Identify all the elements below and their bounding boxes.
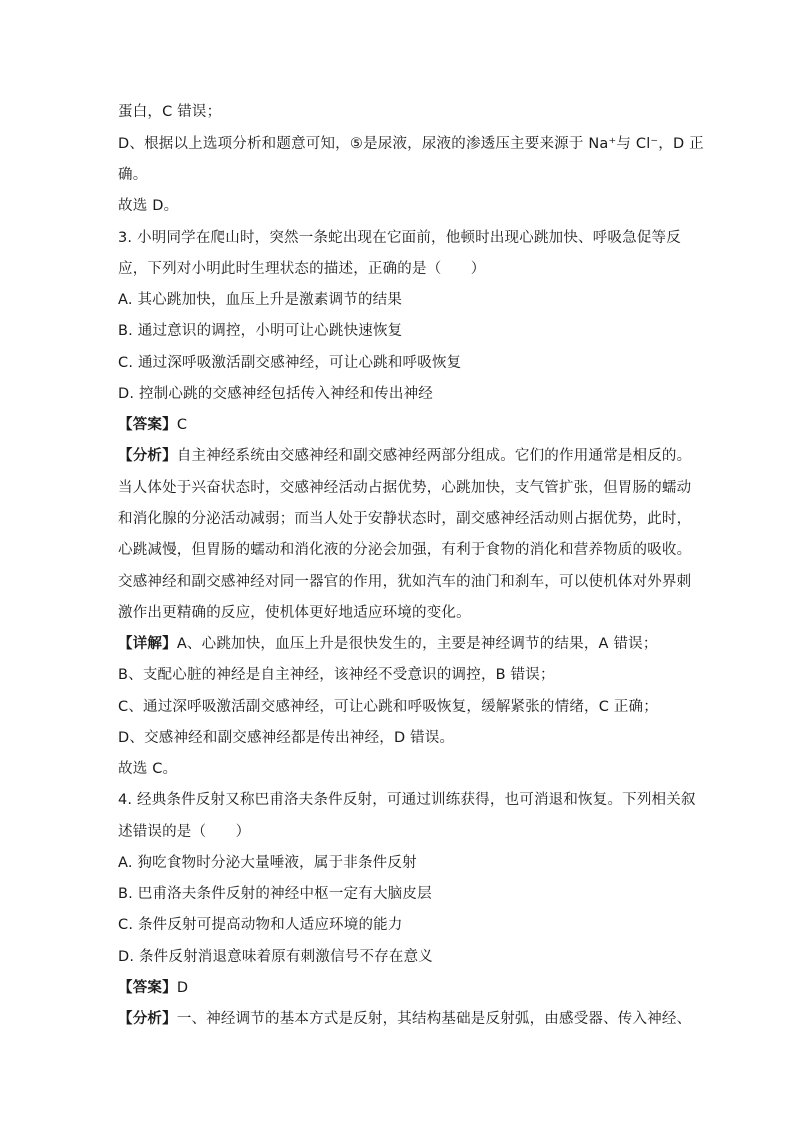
analysis-label: 【分析】 xyxy=(118,448,177,464)
question-stem: 3. 小明同学在爬山时，突然一条蛇出现在它面前，他顿时出现心跳加快、呼吸急促等反 xyxy=(118,230,681,246)
text-line: 故选 C。 xyxy=(118,761,178,777)
analysis-line: 【分析】自主神经系统由交感神经和副交感神经两部分组成。它们的作用通常是相反的。 xyxy=(118,448,692,464)
option-d: D. 条件反射消退意味着原有刺激信号不存在意义 xyxy=(118,949,433,965)
text-line: 蛋白，C 错误； xyxy=(118,104,222,120)
text-line: 交感神经和副交感神经对同一器官的作用，犹如汽车的油门和刹车，可以使机体对外界刺 xyxy=(118,574,692,590)
detail-label: 【详解】 xyxy=(118,636,177,652)
option-b: B. 通过意识的调控，小明可让心跳快速恢复 xyxy=(118,323,403,339)
analysis-line: 【分析】一、神经调节的基本方式是反射，其结构基础是反射弧，由感受器、传入神经、 xyxy=(118,1011,692,1027)
answer-label: 【答案】 xyxy=(118,980,177,996)
text-line: 激作出更精确的反应，使机体更好地适应环境的变化。 xyxy=(118,605,471,621)
analysis-label: 【分析】 xyxy=(118,1011,177,1027)
text-line: 确。 xyxy=(118,167,148,183)
question-stem: 应，下列对小明此时生理状态的描述，正确的是（ ） xyxy=(118,261,486,277)
option-c: C. 通过深呼吸激活副交感神经，可让心跳和呼吸恢复 xyxy=(118,355,462,371)
text-line: 和消化腺的分泌活动减弱；而当人处于安静状态时，副交感神经活动则占据优势，此时， xyxy=(118,511,692,527)
text-line: 故选 D。 xyxy=(118,198,179,214)
option-d: D. 控制心跳的交感神经包括传入神经和传出神经 xyxy=(118,386,433,402)
option-a: A. 狗吃食物时分泌大量唾液，属于非条件反射 xyxy=(118,855,417,871)
answer-line: 【答案】C xyxy=(118,417,188,433)
answer-line: 【答案】D xyxy=(118,980,189,996)
text-line: 当人体处于兴奋状态时，交感神经活动占据优势，心跳加快，支气管扩张，但胃肠的蠕动 xyxy=(118,480,692,496)
question-stem: 述错误的是（ ） xyxy=(118,824,251,840)
text-line: D、交感神经和副交感神经都是传出神经，D 错误。 xyxy=(118,730,455,746)
text-line: B、支配心脏的神经是自主神经，该神经不受意识的调控，B 错误； xyxy=(118,667,555,683)
option-c: C. 条件反射可提高动物和人适应环境的能力 xyxy=(118,917,403,933)
option-b: B. 巴甫洛夫条件反射的神经中枢一定有大脑皮层 xyxy=(118,886,432,902)
question-stem: 4. 经典条件反射又称巴甫洛夫条件反射，可通过训练获得，也可消退和恢复。下列相关叙 xyxy=(118,792,696,808)
option-a: A. 其心跳加快，血压上升是激素调节的结果 xyxy=(118,292,403,308)
text-line: 心跳减慢，但胃肠的蠕动和消化液的分泌会加强，有利于食物的消化和营养物质的吸收。 xyxy=(118,542,692,558)
detail-line: 【详解】A、心跳加快，血压上升是很快发生的，主要是神经调节的结果，A 错误； xyxy=(118,636,658,652)
answer-label: 【答案】 xyxy=(118,417,177,433)
text-line: C、通过深呼吸激活副交感神经，可让心跳和呼吸恢复，缓解紧张的情绪，C 正确； xyxy=(118,699,658,715)
text-line: D、根据以上选项分析和题意可知，⑤是尿液，尿液的渗透压主要来源于 Na⁺与 Cl⁻，D 正 xyxy=(118,136,704,152)
